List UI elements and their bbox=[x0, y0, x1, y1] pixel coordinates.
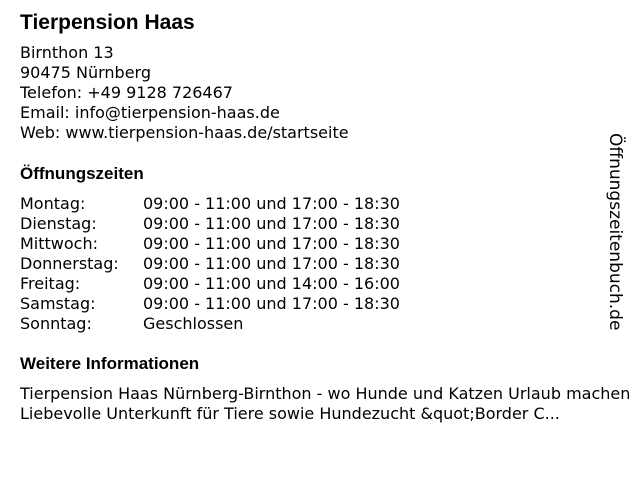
hours-row-friday bbox=[20, 274, 400, 294]
day-label: Montag: bbox=[20, 194, 86, 213]
time-range: 09:00 - 11:00 und 17:00 - 18:30 bbox=[143, 194, 400, 213]
time-range: 09:00 - 11:00 und 17:00 - 18:30 bbox=[143, 234, 400, 253]
day-label: Mittwoch: bbox=[20, 234, 98, 253]
info-paragraph: Liebevolle Unterkunft für Tiere sowie Hundezucht &quot;Border C... bbox=[20, 404, 560, 423]
phone-line: Telefon: +49 9128 726467 bbox=[20, 83, 233, 102]
time-range: 09:00 - 11:00 und 17:00 - 18:30 bbox=[143, 214, 400, 233]
watermark-label: Öffnungszeitenbuch.de bbox=[605, 133, 625, 331]
opening-hours-table bbox=[20, 194, 400, 334]
day-label: Dienstag: bbox=[20, 214, 97, 233]
day-label: Freitag: bbox=[20, 274, 81, 293]
hours-row-wednesday bbox=[20, 234, 400, 254]
day-label: Donnerstag: bbox=[20, 254, 119, 273]
info-text bbox=[20, 384, 632, 424]
day-label: Sonntag: bbox=[20, 314, 92, 333]
contact-block bbox=[20, 43, 349, 143]
hours-row-tuesday bbox=[20, 214, 400, 234]
info-heading: Weitere Informationen bbox=[20, 354, 200, 373]
address-city: 90475 Nürnberg bbox=[20, 63, 151, 82]
hours-heading: Öffnungszeiten bbox=[20, 164, 144, 183]
time-range: 09:00 - 11:00 und 14:00 - 16:00 bbox=[143, 274, 400, 293]
business-name: Tierpension Haas bbox=[20, 11, 195, 34]
time-range: 09:00 - 11:00 und 17:00 - 18:30 bbox=[143, 254, 400, 273]
hours-row-sunday bbox=[20, 314, 400, 334]
time-range: 09:00 - 11:00 und 17:00 - 18:30 bbox=[143, 294, 400, 313]
web-line: Web: www.tierpension-haas.de/startseite bbox=[20, 123, 349, 142]
email-line: Email: info@tierpension-haas.de bbox=[20, 103, 280, 122]
hours-row-thursday bbox=[20, 254, 400, 274]
address-street: Birnthon 13 bbox=[20, 43, 114, 62]
hours-row-saturday bbox=[20, 294, 400, 314]
side-watermark bbox=[605, 133, 640, 365]
info-paragraph: Tierpension Haas Nürnberg-Birnthon - wo Hunde und Katzen Urlaub machen bbox=[20, 384, 631, 403]
hours-row-monday bbox=[20, 194, 400, 214]
time-range: Geschlossen bbox=[143, 314, 244, 333]
day-label: Samstag: bbox=[20, 294, 96, 313]
